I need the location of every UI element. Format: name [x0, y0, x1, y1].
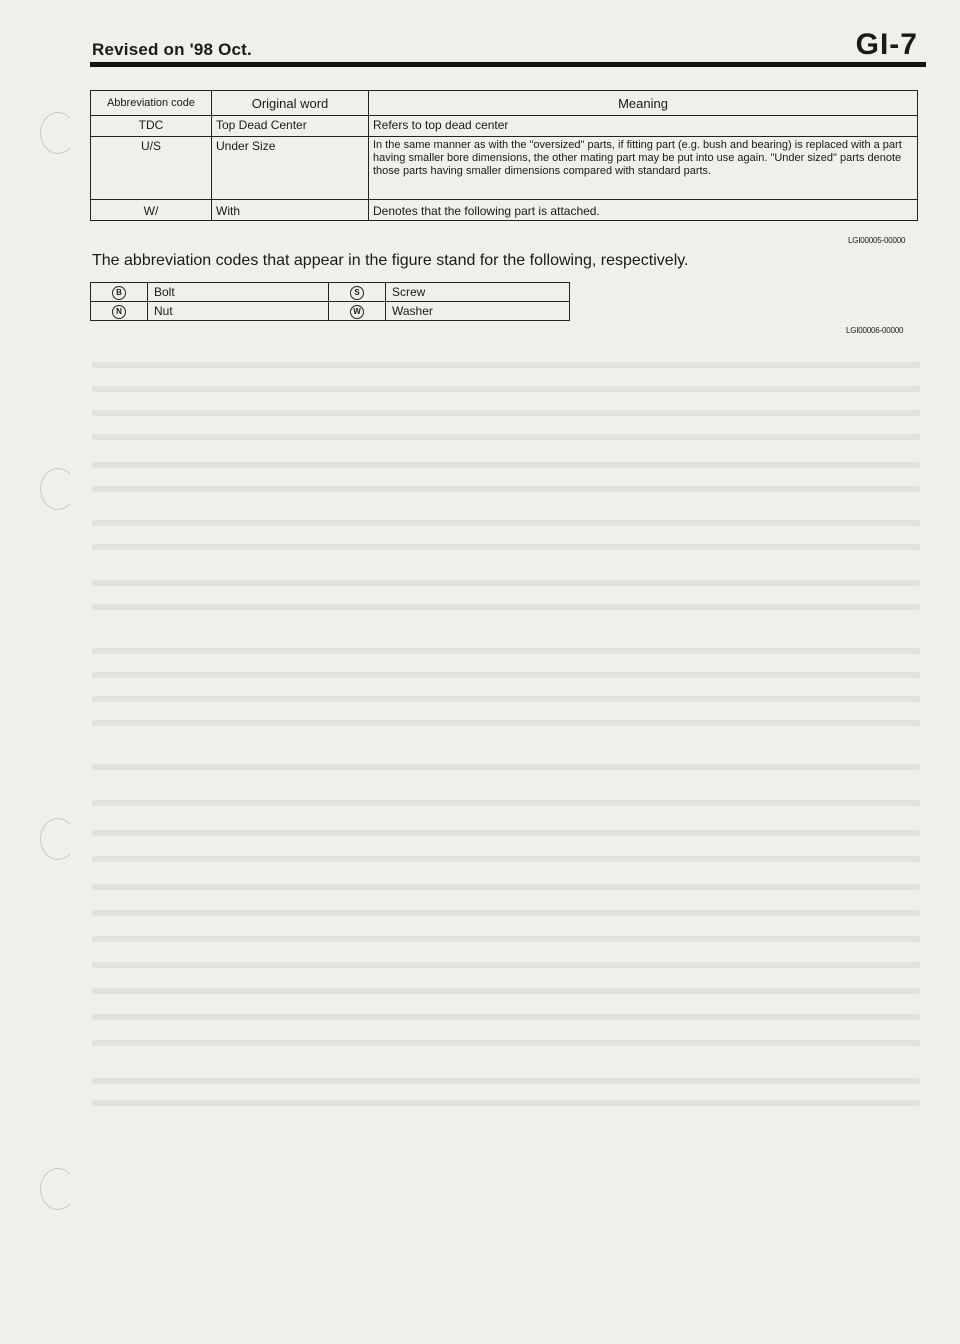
caption: The abbreviation codes that appear in the figure stand for the following, respectively. — [92, 252, 689, 269]
washer-symbol-icon: W — [329, 302, 386, 321]
symbol-name: Bolt — [148, 283, 329, 302]
abbreviation-cell: W/ — [91, 200, 212, 221]
header-abbreviation-code: Abbreviation code — [91, 91, 212, 116]
symbol-name: Washer — [386, 302, 570, 321]
binder-hole — [40, 1168, 76, 1210]
binder-hole — [40, 468, 76, 510]
abbreviation-table — [90, 90, 918, 221]
table-header-row — [91, 91, 918, 116]
page-number: GI-7 — [855, 28, 918, 61]
header-original-word: Original word — [212, 91, 369, 116]
original-word-cell: With — [212, 200, 369, 221]
table-row — [91, 137, 918, 200]
header-rule — [90, 62, 926, 67]
binder-hole — [40, 112, 76, 154]
table-row — [91, 200, 918, 221]
table-row — [91, 302, 570, 321]
figure-code: LGI00006-00000 — [846, 326, 904, 335]
figure-code: LGI00005-00000 — [848, 236, 906, 245]
original-word-cell: Under Size — [212, 137, 369, 200]
abbreviation-cell: TDC — [91, 116, 212, 137]
bolt-symbol-icon: B — [91, 283, 148, 302]
header-meaning: Meaning — [369, 91, 918, 116]
binder-hole — [40, 818, 76, 860]
symbol-name: Nut — [148, 302, 329, 321]
table-row — [91, 283, 570, 302]
abbreviation-cell: U/S — [91, 137, 212, 200]
meaning-cell: In the same manner as with the "oversized" parts, if fitting part (e.g. bush and bearing) is replaced with a part having smaller bore dimensions, the other mating part may be put into use again. "Under sized" parts denote those parts having smaller dimensions compared with standard parts. — [369, 137, 918, 200]
symbol-table — [90, 282, 570, 321]
original-word-cell: Top Dead Center — [212, 116, 369, 137]
symbol-name: Screw — [386, 283, 570, 302]
meaning-cell: Denotes that the following part is attached. — [369, 200, 918, 221]
table-row — [91, 116, 918, 137]
revision-note: Revised on '98 Oct. — [92, 40, 252, 59]
meaning-cell: Refers to top dead center — [369, 116, 918, 137]
nut-symbol-icon: N — [91, 302, 148, 321]
screw-symbol-icon: S — [329, 283, 386, 302]
